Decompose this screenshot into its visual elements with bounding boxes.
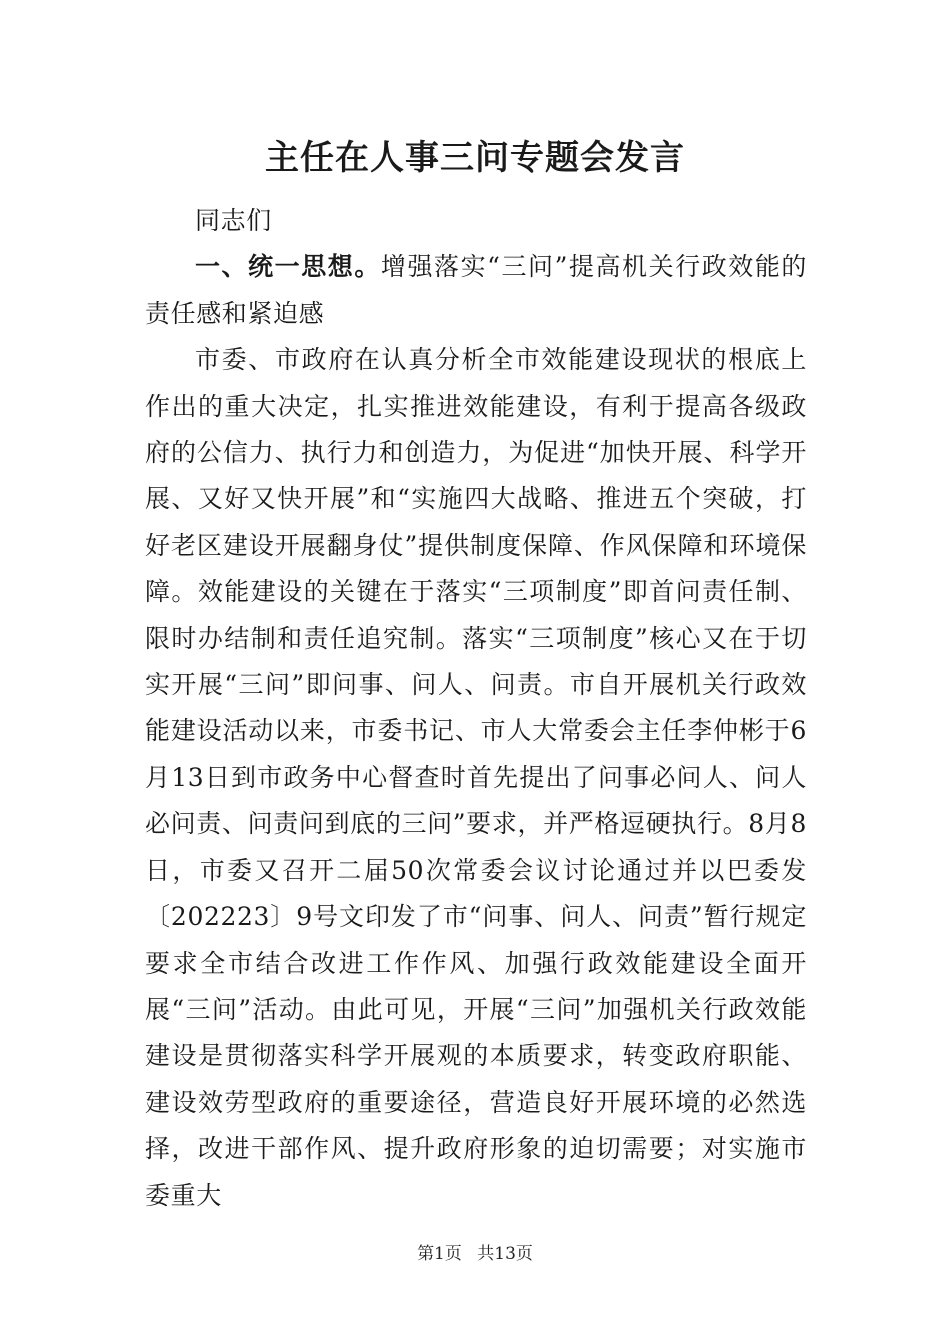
section-heading-number: 一、统一思想。 (195, 252, 381, 282)
document-body (145, 198, 807, 1219)
salutation: 同志们 (195, 206, 272, 235)
body-paragraph: 市委、市政府在认真分析全市效能建设现状的根底上作出的重大决定，扎实推进效能建设，有利于提高各级政府的公信力、执行力和创造力，为促进“加快开展、科学开展、又好又快开展”和“实施四大战略、推进五个突破，打好老区建设开展翻身仗”提供制度保障、作风保障和环境保障。效能建设的关键在于落实“三项制度”即首问责任制、限时办结制和责任追究制。落实“三项制度”核心又在于切实开展“三问”即问事、问人、问责。市自开展机关行政效能建设活动以来，市委书记、市人大常委会主任李仲彬于6月13日到市政务中心督查时首先提出了问事必问人、问人必问责、问责问到底的三问”要求，并严格逗硬执行。8月8日，市委又召开二届50次常委会议讨论通过并以巴委发〔202223〕9号文印发了市“问事、问人、问责”暂行规定要求全市结合改进工作作风、加强行政效能建设全面开展“三问”活动。由此可见，开展“三问”加强机关行政效能建设是贯彻落实科学开展观的本质要求，转变政府职能、建设效劳型政府的重要途径，营造良好开展环境的必然选择，改进干部作风、提升政府形象的迫切需要；对实施市委重大 (145, 345, 807, 1210)
section-heading-text: 增强落实“三问”提高机关行政效能的责任感和紧迫感 (145, 252, 807, 328)
page-total: 共13页 (477, 1244, 533, 1264)
document-title: 主任在人事三问专题会发言 (265, 138, 685, 178)
page-footer (0, 1240, 950, 1268)
page-number: 第1页 (417, 1244, 462, 1264)
section-heading (145, 244, 807, 337)
